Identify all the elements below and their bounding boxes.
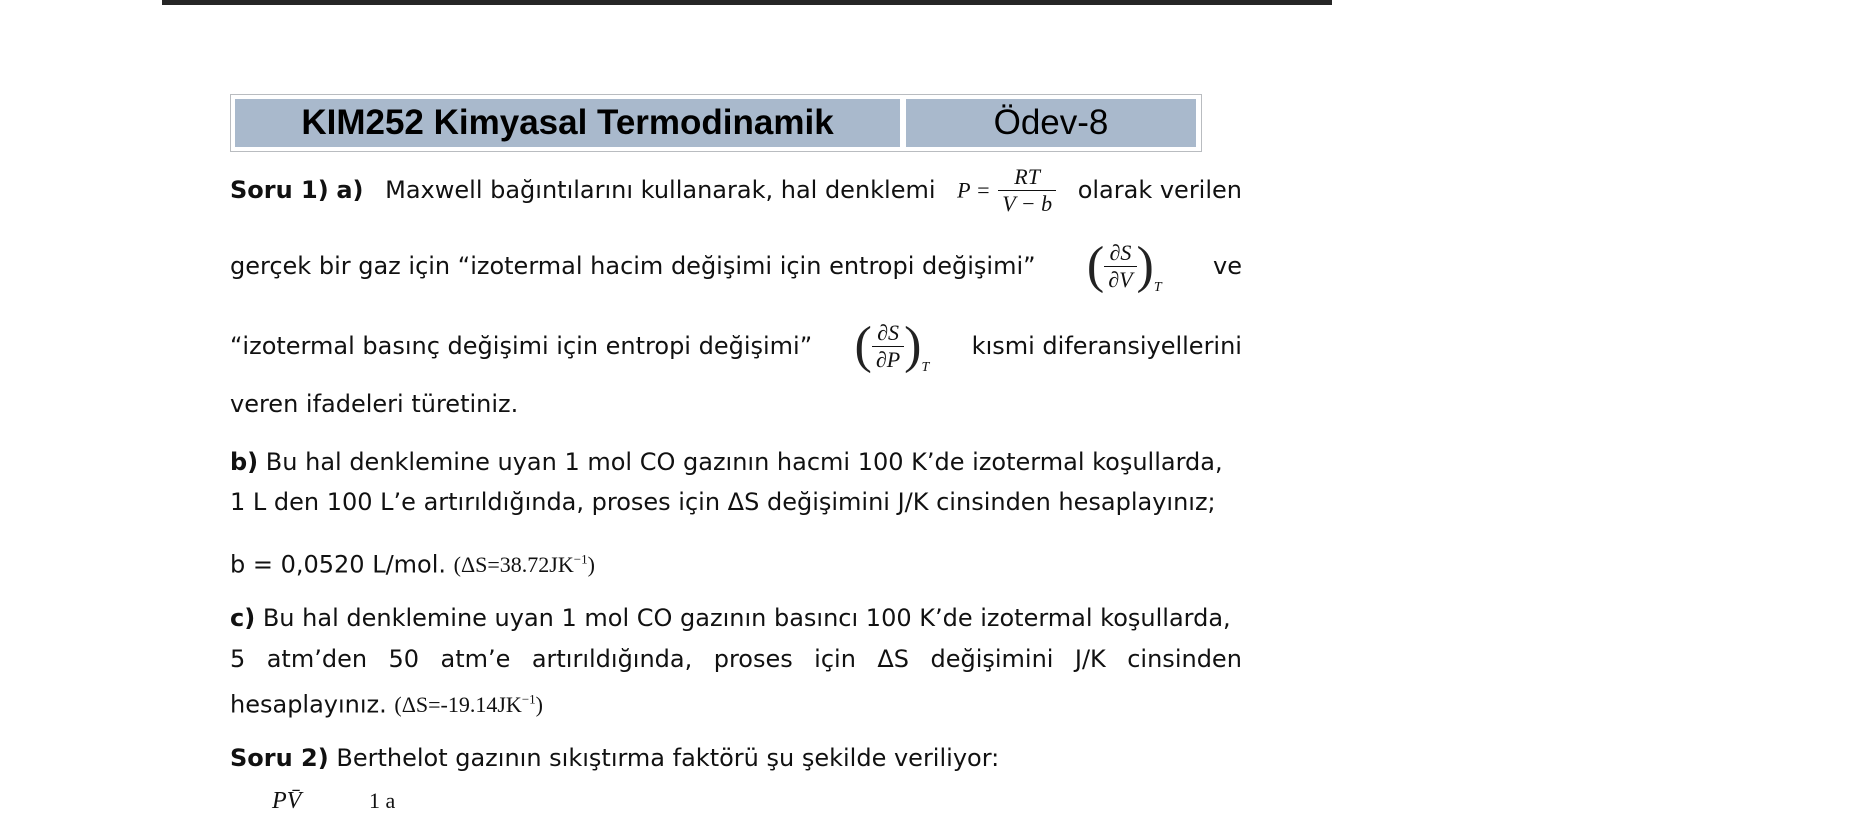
q1a-text1-end: olarak verilen xyxy=(1077,176,1242,204)
q2-label: Soru 2) xyxy=(230,744,329,772)
q1a-line3 xyxy=(230,310,1242,382)
q1c-answer: $(\Delta S=-19.14JK^{-1})$ xyxy=(394,692,543,718)
eq-denominator: V − b xyxy=(998,190,1056,217)
q1b-b-value: b = 0,0520 L/mol. xyxy=(230,550,447,579)
q1c-text3: hesaplayınız. xyxy=(230,690,387,719)
q1a-text2: gerçek bir gaz için “izotermal hacim değişimi için entropi değişimi” xyxy=(230,252,1036,280)
q1c-label: c) xyxy=(230,604,256,632)
q1b-line1 xyxy=(230,442,1242,482)
dV-denominator: ∂V xyxy=(1104,266,1136,293)
q1a-text2-end: ve xyxy=(1213,252,1242,280)
dS-dP-derivative: ( $\frac{\partial S}{\partial P}$ ) T xyxy=(855,320,930,373)
q1a-line4: veren ifadeleri türetiniz. xyxy=(230,390,519,418)
q1b-label: b) xyxy=(230,448,259,476)
top-rule xyxy=(162,0,1332,5)
q1-label: Soru 1) xyxy=(230,176,329,204)
q1a-equation xyxy=(957,164,1056,217)
q2-rest: 1 a xyxy=(368,788,396,813)
dS-dV-derivative: ( $\frac{\partial S}{\partial V}$ ) T xyxy=(1087,240,1162,293)
q1c-line3 xyxy=(230,680,1242,725)
q2-equation-partial xyxy=(272,780,1284,821)
q2-line1 xyxy=(230,738,1242,778)
eq-lhs: P = xyxy=(957,177,991,202)
q1b-answer: $(\Delta S=38.72JK^{-1})$ xyxy=(453,552,595,578)
q1a-line1 xyxy=(230,158,1242,222)
dP-denominator: ∂P xyxy=(872,346,904,373)
header-table xyxy=(230,94,1202,152)
dS-numerator-2: ∂S xyxy=(877,319,899,345)
q1a-label: a) xyxy=(336,176,364,204)
assignment-title: Ödev-8 xyxy=(906,99,1196,147)
subscript-T-2: T xyxy=(921,360,930,375)
dS-numerator: ∂S xyxy=(1109,239,1132,265)
q1a-text3-end: kısmi diferansiyellerini xyxy=(971,332,1242,360)
q1a-line2 xyxy=(230,230,1242,302)
eq-numerator: RT xyxy=(1014,163,1040,189)
q2-pv: PV̄ xyxy=(272,788,302,814)
q2-text: Berthelot gazının sıkıştırma faktörü şu şekilde veriliyor: xyxy=(336,744,1000,772)
q1c-line1 xyxy=(230,598,1242,638)
q1a-text3: “izotermal basınç değişimi için entropi değişimi” xyxy=(230,332,813,360)
q1c-line2: 5 atm’den 50 atm’e artırıldığında, proses için ΔS değişimini J/K cinsinden xyxy=(230,645,1242,673)
q1b-line3 xyxy=(230,540,1242,585)
eq-fraction xyxy=(998,164,1056,217)
q1a-text1: Maxwell bağıntılarını kullanarak, hal denklemi xyxy=(385,176,936,204)
subscript-T: T xyxy=(1153,280,1162,295)
q1b-text1: Bu hal denklemine uyan 1 mol CO gazının hacmi 100 K’de izotermal koşullarda, xyxy=(265,448,1223,476)
q1c-text1: Bu hal denklemine uyan 1 mol CO gazının basıncı 100 K’de izotermal koşullarda, xyxy=(262,604,1231,632)
course-title: KIM252 Kimyasal Termodinamik xyxy=(235,99,900,147)
q1b-line2: 1 L den 100 L’e artırıldığında, proses için ΔS değişimini J/K cinsinden hesaplayınız; xyxy=(230,488,1216,516)
